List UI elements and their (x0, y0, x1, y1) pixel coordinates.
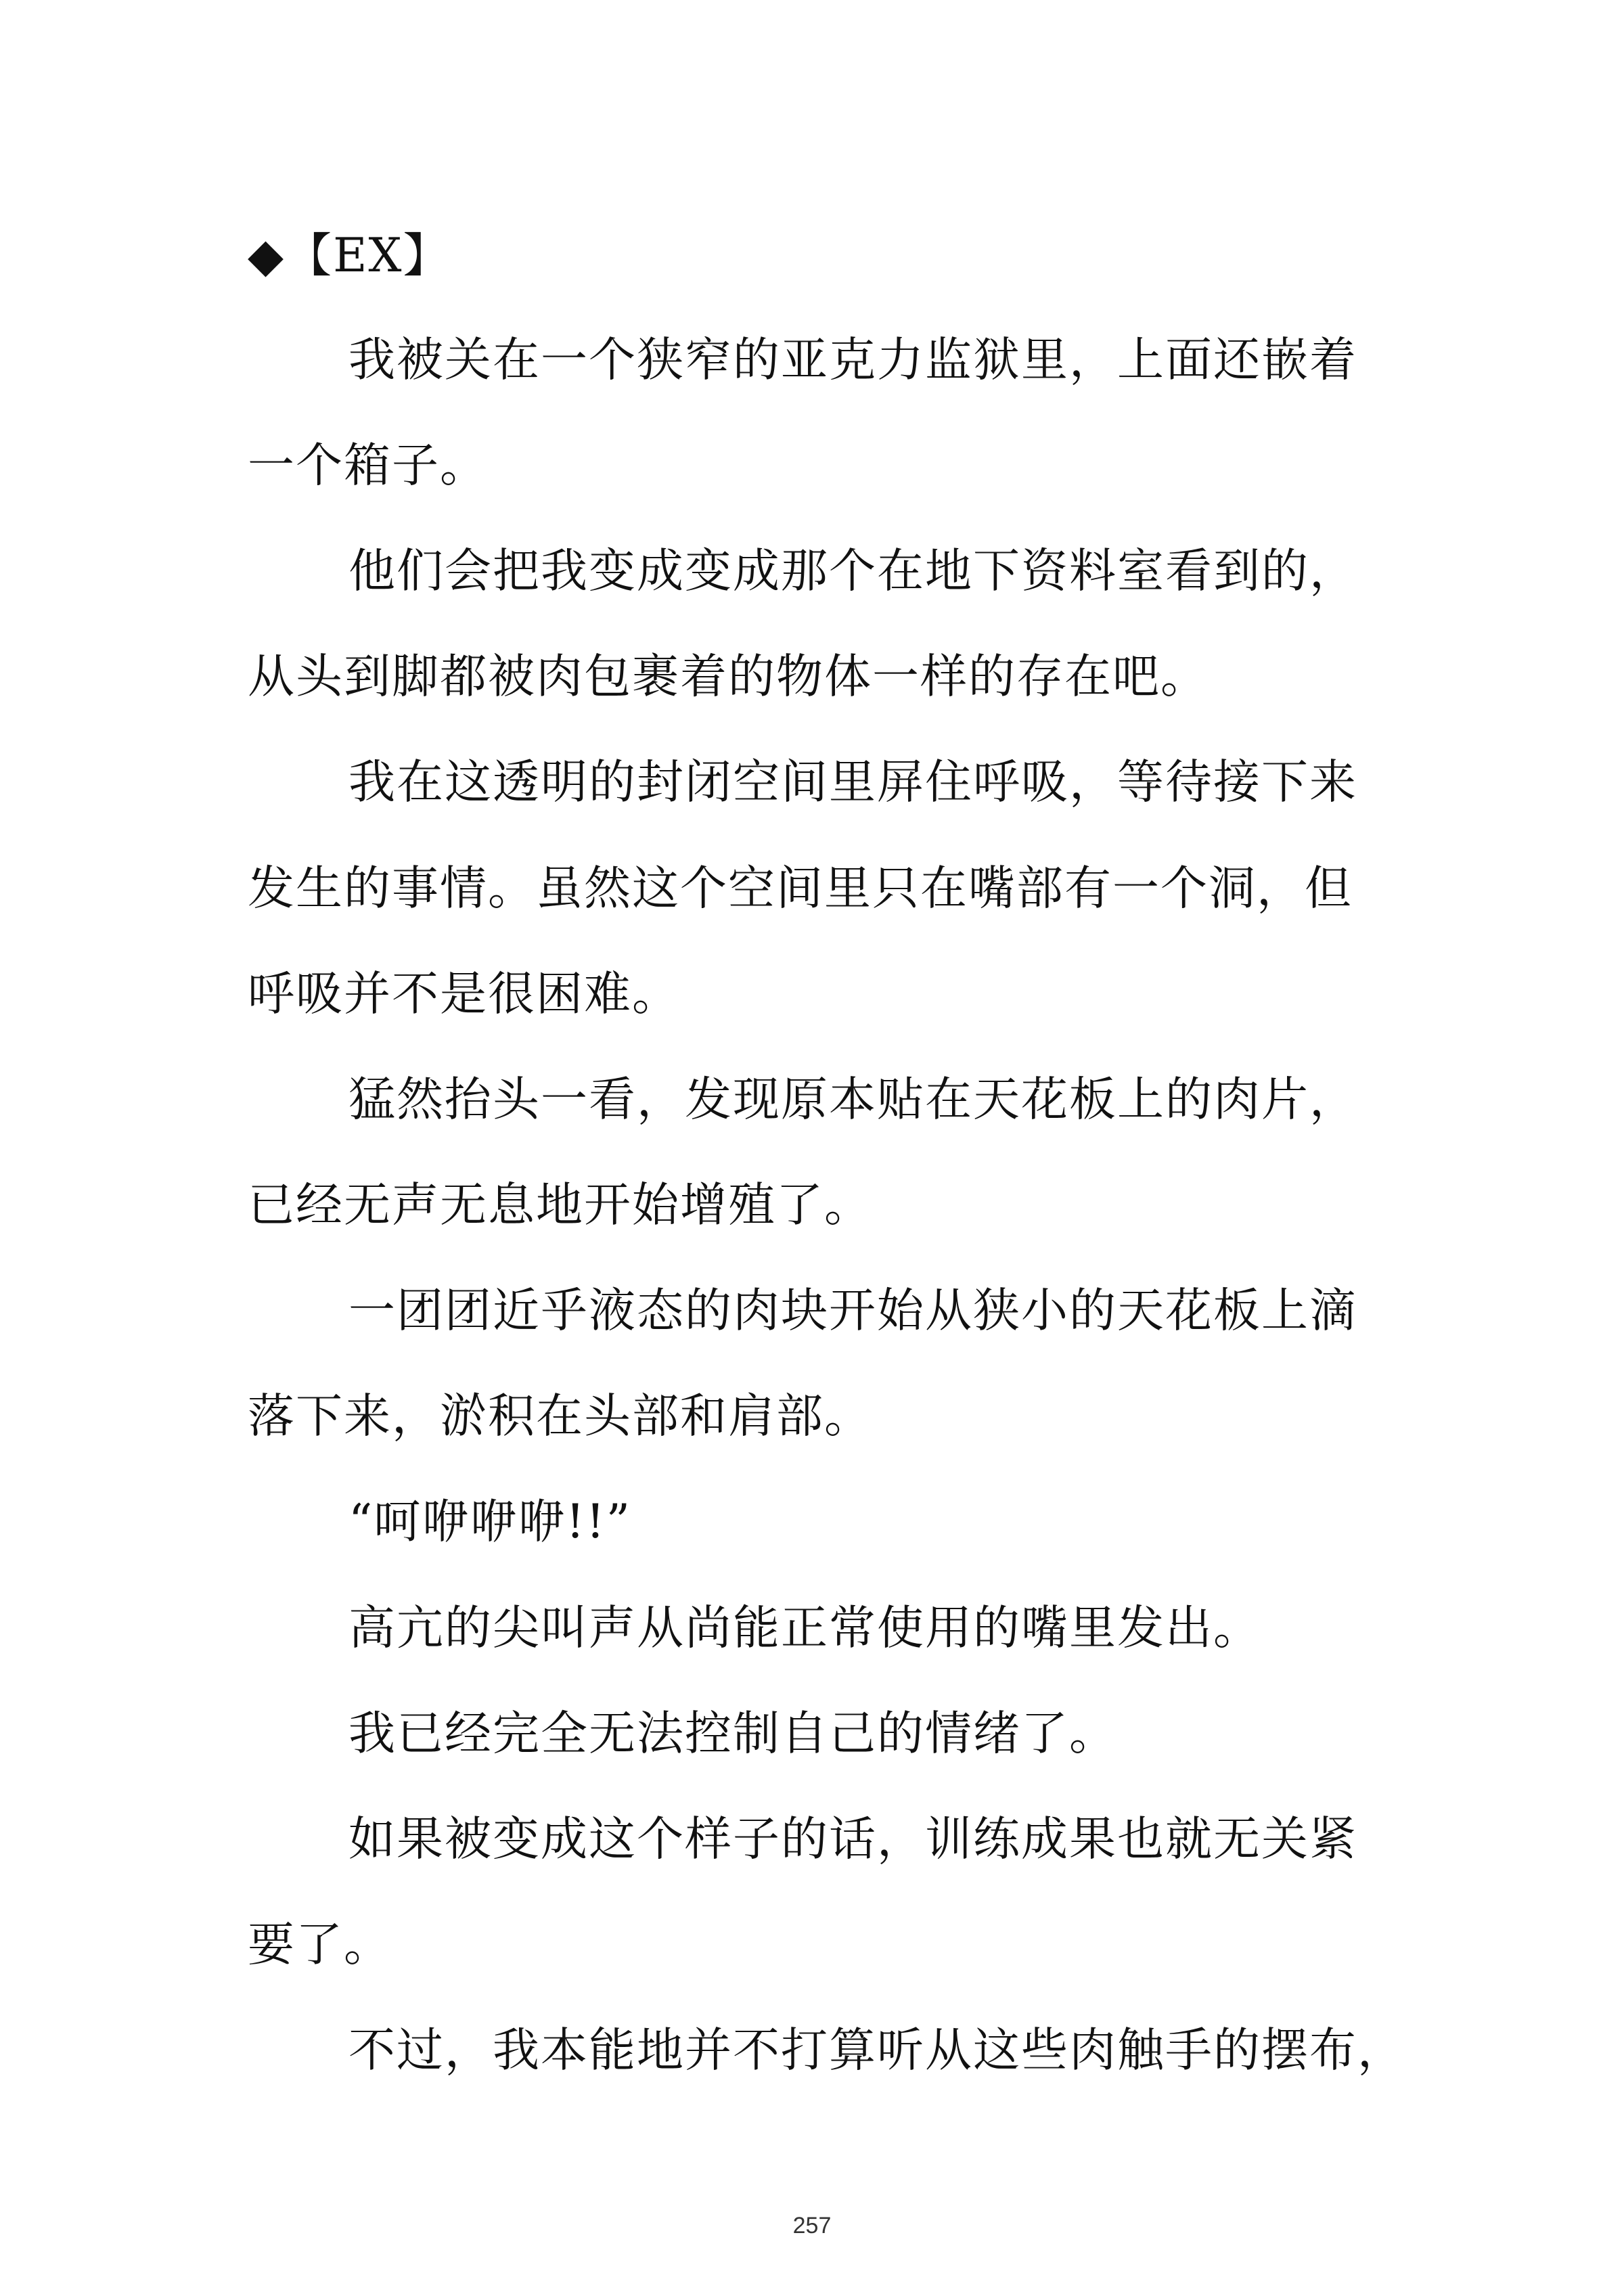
text-line: 发生的事情。虽然这个空间里只在嘴部有一个洞，但 (248, 861, 1353, 916)
text-line: 猛然抬头一看，发现原本贴在天花板上的肉片， (348, 1073, 1357, 1127)
text-line: “呵咿咿咿!!” (348, 1495, 632, 1549)
page-number: 257 (792, 2213, 832, 2238)
text-line: 已经无声无息地开始增殖了。 (248, 1178, 872, 1232)
text-line: 高亢的尖叫声从尚能正常使用的嘴里发出。 (348, 1601, 1261, 1655)
text-line: 不过，我本能地并不打算听从这些肉触手的摆布， (348, 2023, 1405, 2077)
text-line: 他们会把我变成变成那个在地下资料室看到的， (348, 544, 1357, 598)
text-line: 如果被变成这个样子的话，训练成果也就无关紧 (348, 1812, 1357, 1866)
text-line: 我在这透明的封闭空间里屏住呼吸，等待接下来 (348, 755, 1357, 809)
text-line: 我已经完全无法控制自己的情绪了。 (348, 1707, 1117, 1761)
text-line: 要了。 (248, 1918, 392, 1972)
text-line: 呼吸并不是很困难。 (248, 967, 680, 1021)
text-line: 落下来，淤积在头部和肩部。 (248, 1389, 872, 1443)
section-heading: ◆【EX】 (248, 229, 451, 283)
text-line: 从头到脚都被肉包裹着的物体一样的存在吧。 (248, 650, 1209, 704)
text-line: 我被关在一个狭窄的亚克力监狱里，上面还嵌着 (348, 333, 1357, 387)
text-line: 一个箱子。 (248, 438, 488, 493)
text-line: 一团团近乎液态的肉块开始从狭小的天花板上滴 (348, 1284, 1357, 1338)
